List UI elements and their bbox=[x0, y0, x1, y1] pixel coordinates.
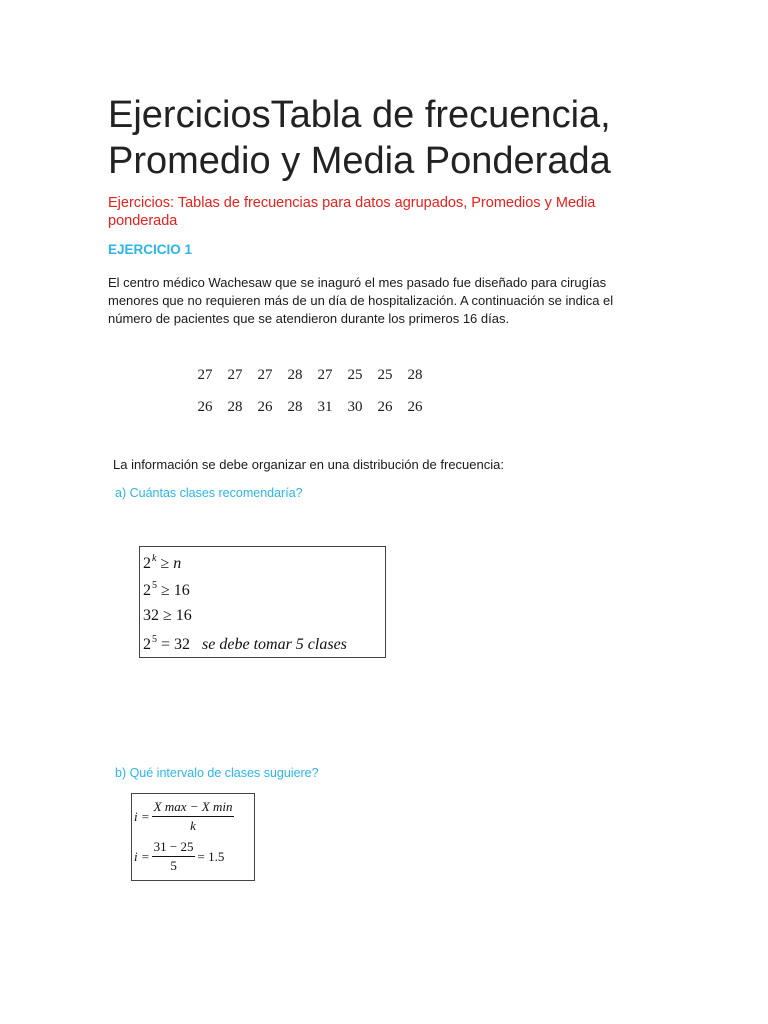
numerator: 31 − 25 bbox=[152, 838, 196, 857]
title-line-1: EjerciciosTabla de frecuencia, bbox=[108, 94, 611, 136]
formula-interval-numeric bbox=[134, 838, 224, 875]
operator: ≥ bbox=[160, 555, 170, 572]
intro-text: La información se debe organizar en una distribución de frecuencia: bbox=[113, 457, 504, 472]
data-row-2 bbox=[190, 399, 430, 416]
formula-line-2 bbox=[143, 580, 190, 600]
formula-line-3: 32 ≥ 16 bbox=[143, 607, 192, 624]
formula-line-4 bbox=[143, 634, 347, 654]
base: 2 bbox=[143, 636, 151, 653]
data-value: 26 bbox=[257, 399, 273, 415]
lhs: i = bbox=[134, 808, 150, 824]
question-b: b) Qué intervalo de clases suguiere? bbox=[115, 766, 319, 780]
data-row-1 bbox=[190, 367, 430, 384]
data-value: 26 bbox=[407, 399, 423, 415]
base: 2 bbox=[143, 582, 151, 599]
data-value: 30 bbox=[347, 399, 363, 415]
lhs: i = bbox=[134, 848, 150, 864]
result: = 1.5 bbox=[197, 848, 225, 864]
page-title bbox=[108, 92, 728, 184]
fraction bbox=[152, 838, 196, 875]
exponent: 5 bbox=[152, 634, 157, 645]
formula-box-classes bbox=[139, 546, 386, 658]
denominator: 5 bbox=[170, 858, 177, 873]
data-value: 27 bbox=[227, 367, 243, 383]
exponent: 5 bbox=[152, 580, 157, 591]
numerator: X max − X min bbox=[152, 798, 235, 817]
formula-box-interval bbox=[131, 793, 255, 881]
data-value: 26 bbox=[197, 399, 213, 415]
data-value: 27 bbox=[257, 367, 273, 383]
question-a: a) Cuántas clases recomendaría? bbox=[115, 486, 303, 500]
denominator: k bbox=[190, 818, 196, 833]
fraction bbox=[152, 798, 235, 835]
base: 2 bbox=[143, 555, 151, 572]
data-value: 26 bbox=[377, 399, 393, 415]
data-value: 28 bbox=[227, 399, 243, 415]
data-value: 27 bbox=[317, 367, 333, 383]
data-value: 28 bbox=[287, 399, 303, 415]
operator: ≥ 16 bbox=[161, 582, 190, 599]
problem-paragraph: El centro médico Wachesaw que se inaguró el mes pasado fue diseñado para cirugías menores que no requieren más de un día de hospitalización. A continuación se indica el número de pacientes que se atendieron durante los primeros 16 días. bbox=[108, 275, 614, 326]
data-value: 25 bbox=[377, 367, 393, 383]
data-value: 28 bbox=[407, 367, 423, 383]
subtitle: Ejercicios: Tablas de frecuencias para datos agrupados, Promedios y Media ponderada bbox=[108, 195, 596, 229]
data-value: 27 bbox=[197, 367, 213, 383]
data-value: 31 bbox=[317, 399, 333, 415]
title-line-2: Promedio y Media Ponderada bbox=[108, 140, 611, 182]
exponent: k bbox=[152, 553, 157, 564]
data-value: 28 bbox=[287, 367, 303, 383]
formula-line-1 bbox=[143, 553, 181, 573]
variable: n bbox=[173, 555, 182, 572]
exercise-heading: EJERCICIO 1 bbox=[108, 242, 193, 257]
formula-interval-general bbox=[134, 798, 236, 835]
operator: = 32 bbox=[161, 636, 191, 653]
conclusion-text: se debe tomar 5 clases bbox=[202, 636, 347, 653]
data-value: 25 bbox=[347, 367, 363, 383]
